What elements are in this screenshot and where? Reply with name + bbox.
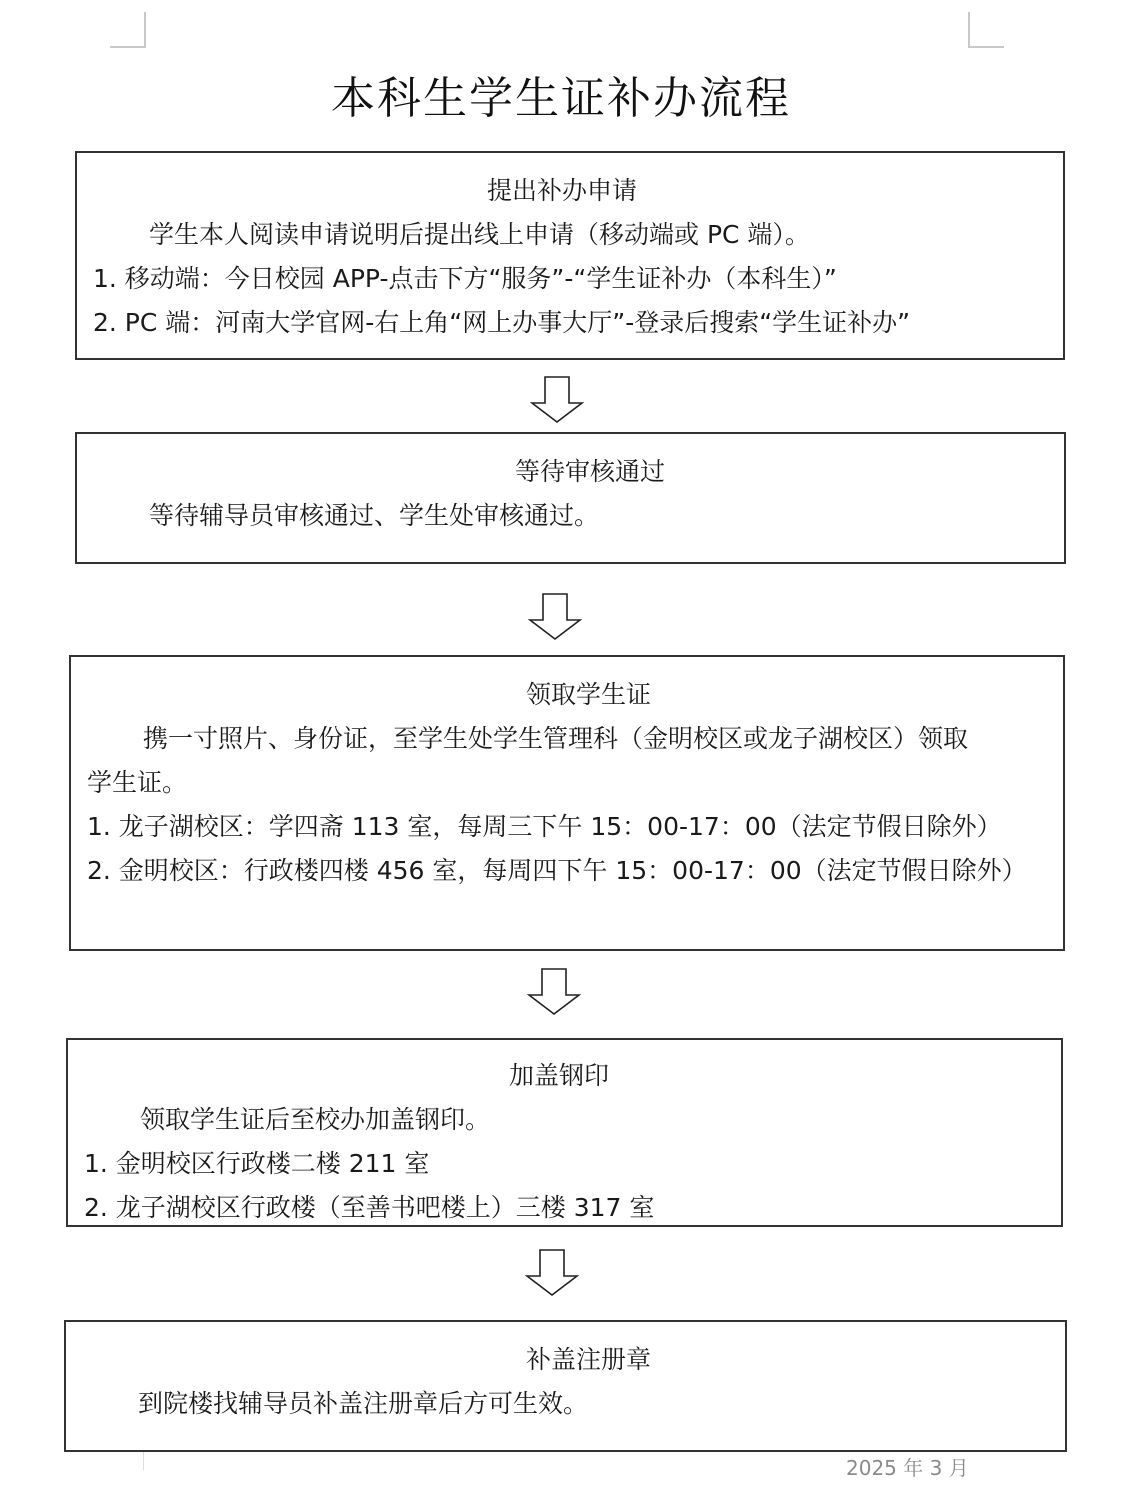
step-list-item: 2. 金明校区：行政楼四楼 456 室，每周四下午 15：00-17：00（法定节假日除外） [87,856,1027,885]
step-box-collect [69,655,1065,951]
step-description-continued: 学生证。 [87,768,188,797]
step-title: 补盖注册章 [526,1345,652,1374]
down-arrow-icon [528,593,582,641]
step-list-item: 1. 龙子湖校区：学四斋 113 室，每周三下午 15：00-17：00（法定节假日除外） [87,812,1002,841]
step-title: 等待审核通过 [515,457,666,486]
step-description: 到院楼找辅导员补盖注册章后方可生效。 [138,1389,589,1418]
step-list-item: 1. 金明校区行政楼二楼 211 室 [84,1149,430,1178]
down-arrow-icon [527,968,581,1016]
step-title: 提出补办申请 [487,176,638,205]
step-description: 携一寸照片、身份证，至学生处学生管理科（金明校区或龙子湖校区）领取 [143,724,969,753]
down-arrow-icon [530,376,584,424]
crop-mark-top-right [968,12,1004,48]
step-description: 领取学生证后至校办加盖钢印。 [140,1105,491,1134]
step-box-seal [66,1038,1063,1227]
crop-mark-bottom-left [143,1452,144,1470]
step-list-item: 1. 移动端：今日校园 APP-点击下方“服务”-“学生证补办（本科生）” [93,264,837,293]
down-arrow-icon [525,1249,579,1297]
step-list-item: 2. PC 端：河南大学官网-右上角“网上办事大厅”-登录后搜索“学生证补办” [93,308,911,337]
document-date: 2025 年 3 月 [846,1456,969,1480]
step-box-review [75,432,1066,564]
crop-mark-top-left [110,12,146,48]
step-title: 领取学生证 [526,680,652,709]
step-title: 加盖钢印 [509,1061,610,1090]
step-box-register-stamp [64,1320,1067,1452]
step-description: 学生本人阅读申请说明后提出线上申请（移动端或 PC 端）。 [149,220,810,249]
step-box-apply [75,151,1065,360]
page-title: 本科生学生证补办流程 [331,73,791,124]
step-description: 等待辅导员审核通过、学生处审核通过。 [149,501,600,530]
step-list-item: 2. 龙子湖校区行政楼（至善书吧楼上）三楼 317 室 [84,1193,655,1222]
